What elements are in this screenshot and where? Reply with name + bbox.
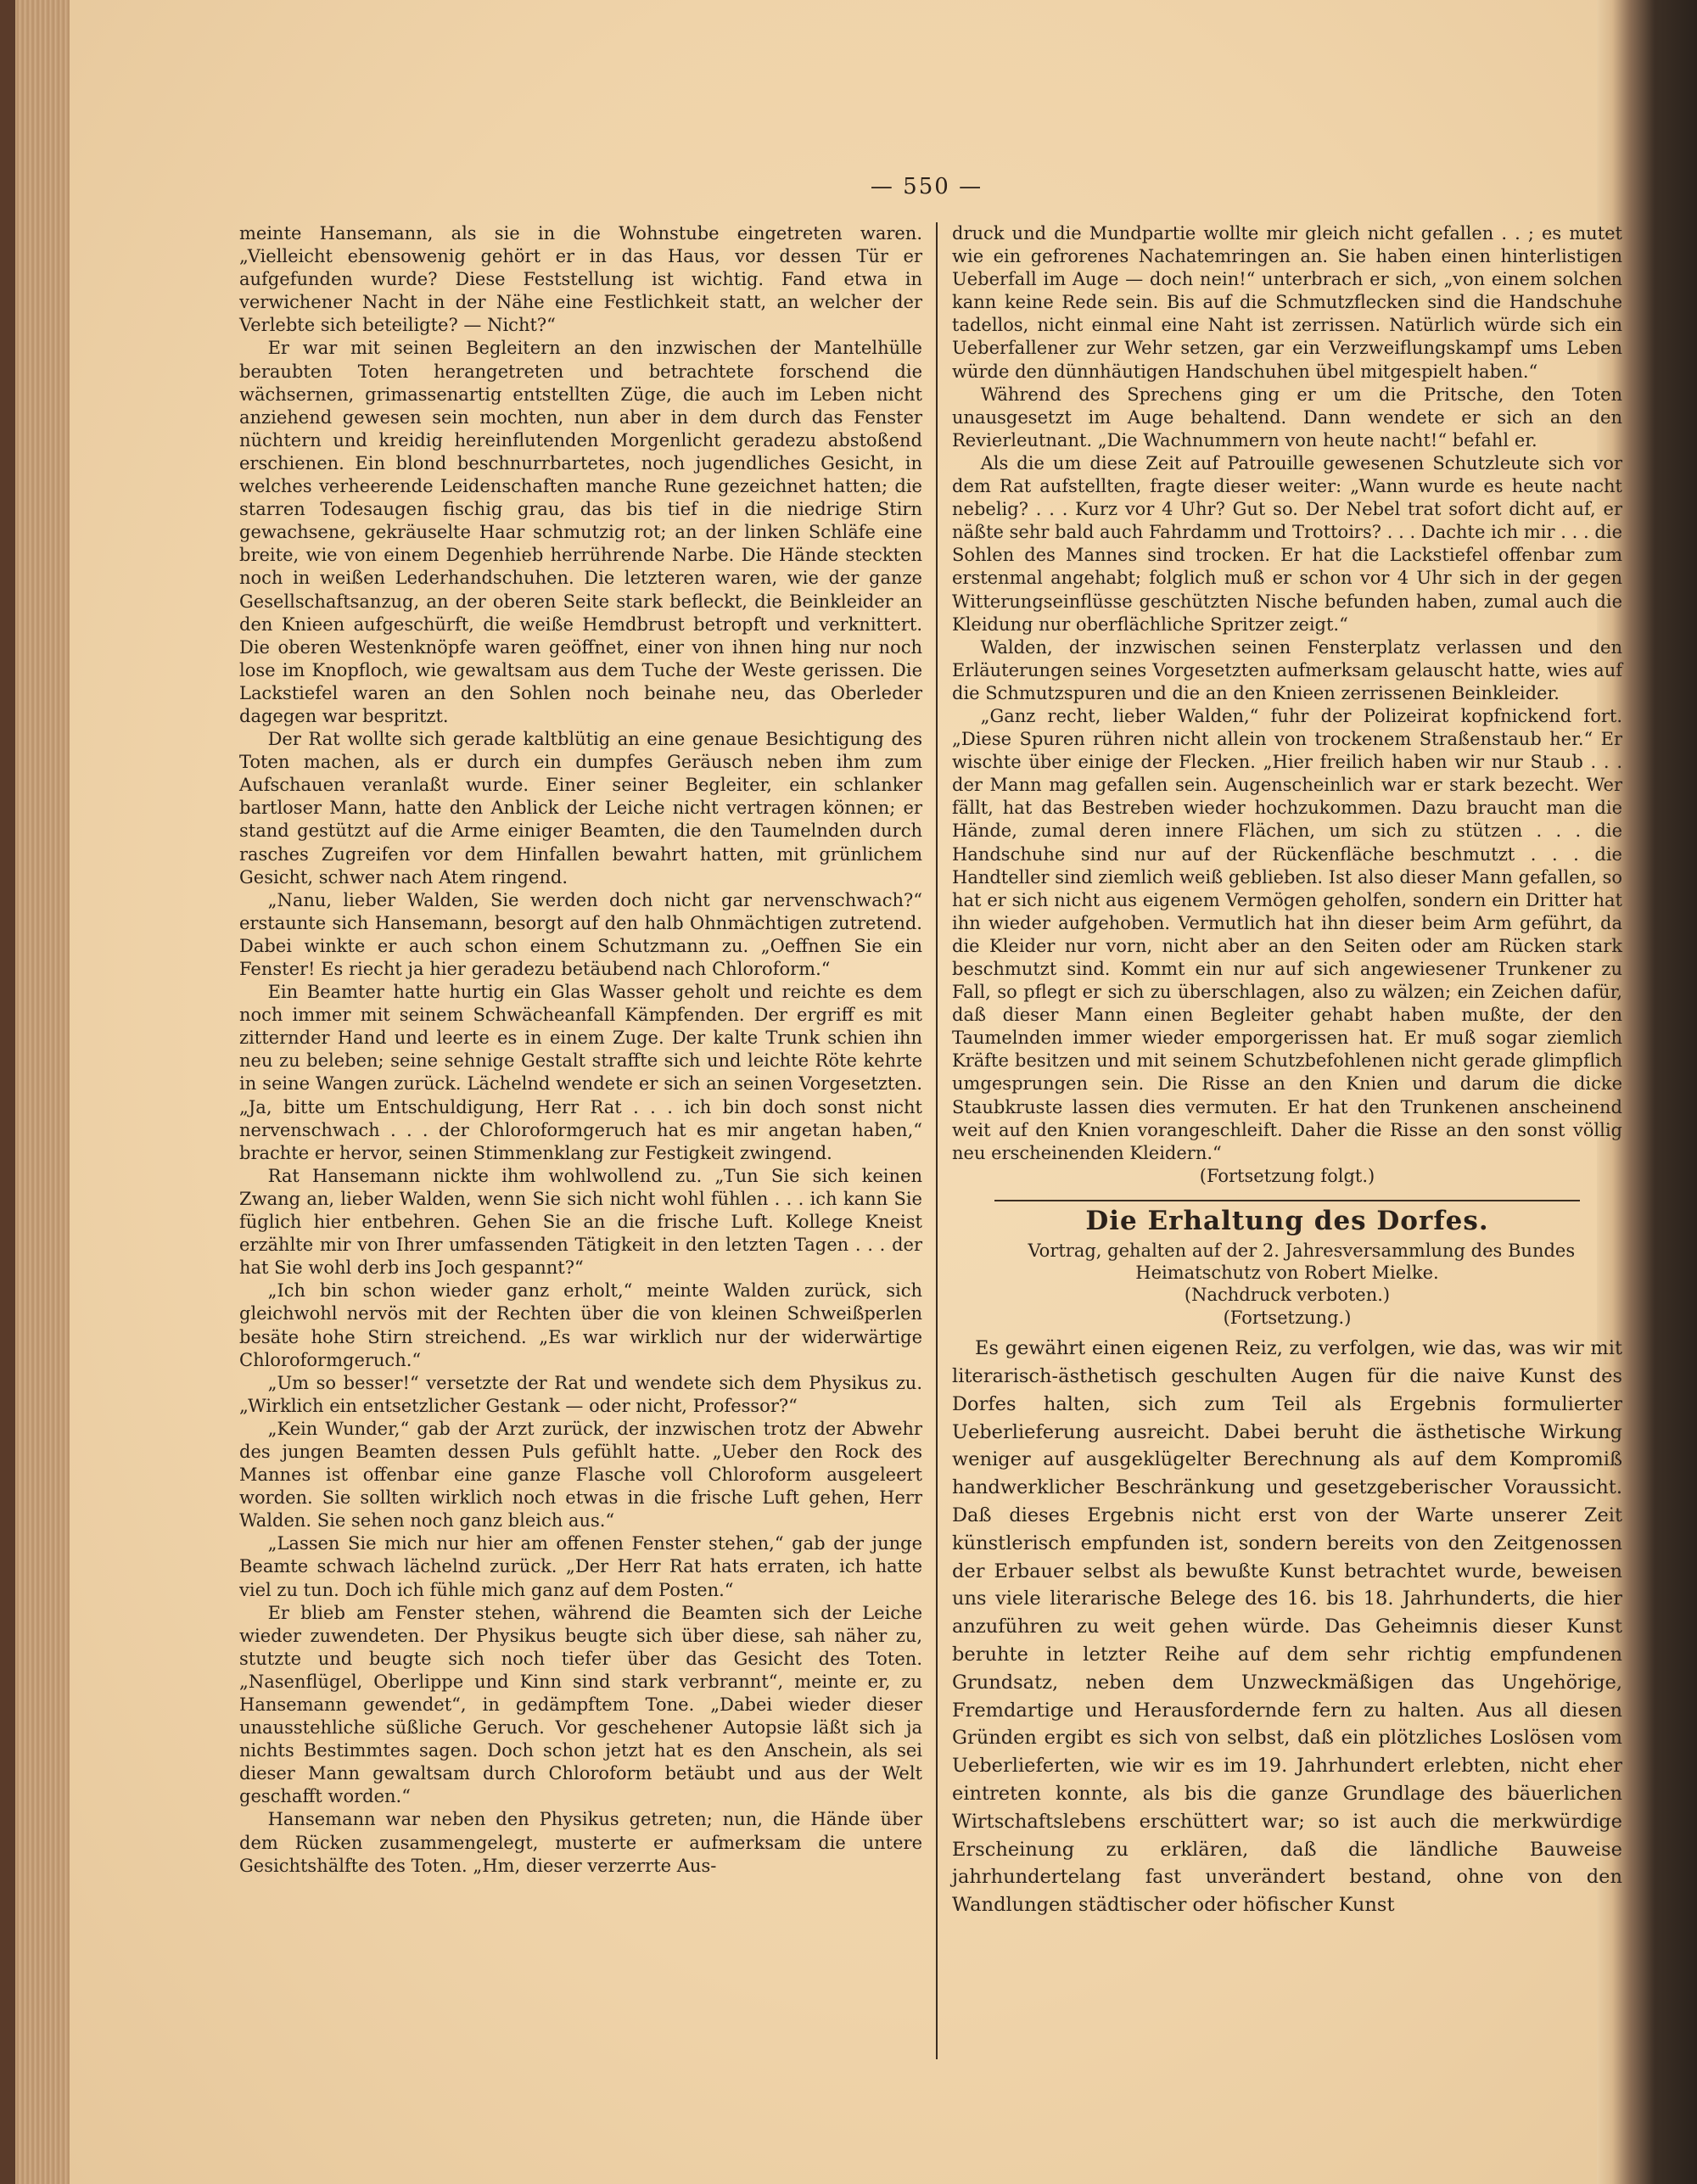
column-divider [936,222,938,2059]
scanned-page [70,0,1622,2184]
article-continuation-note: (Fortsetzung.) [1223,1308,1352,1329]
left-paragraph: „Kein Wunder,“ gab der Arzt zurück, der inzwischen trotz der Abwehr des jungen Beamten dessen Puls gefühlt hatte. „Ueber den Rock des Mannes ist offenbar eine ganze Flasche voll Chloroform ausgeleert worden. Sie sollten wirklich noch etwas in die frische Luft gehen, Herr Walden. Sie sehen noch ganz bleich aus.“ [239,1418,922,1532]
left-paragraph: „Lassen Sie mich nur hier am offenen Fenster stehen,“ gab der junge Beamte schwach lächelnd zurück. „Der Herr Rat hats erraten, ich hatte viel zu tun. Doch ich fühle mich ganz auf dem Posten.“ [239,1533,922,1600]
right-paragraph: Als die um diese Zeit auf Patrouille gewesenen Schutzleute sich vor dem Rat aufstellten, fragte dieser weiter: „Wann wurde es heute nacht nebelig? . . . Kurz vor 4 Uhr? Gut so. Der Nebel trat sofort dicht auf, er näßte sehr bald auch Fahrdamm und Trottoirs? . . . Dachte ich mir . . . die Sohlen des Mannes sind trocken. Er hat die Lackstiefel offenbar zum erstenmal angehabt; folglich muß er schon vor 4 Uhr sich in der gegen Witterungseinflüsse geschützten Nische befunden haben, zumal auch die Kleidung nur oberflächliche Spritzer zeigt.“ [952,452,1622,635]
right-paragraph: Walden, der inzwischen seinen Fensterplatz verlassen und den Erläuterungen seines Vorgesetzten aufmerksam gelauscht hatte, wies auf die Schmutzspuren und die an den Knieen zerrissenen Beinkleider. [952,636,1622,703]
left-paragraph: Hansemann war neben den Physikus getreten; nun, die Hände über dem Rücken zusammengelegt, musterte er aufmerksam die untere Gesichtshälfte des Toten. „Hm, dieser verzerrte Aus- [239,1809,922,1876]
continued-note: (Fortsetzung folgt.) [1199,1165,1375,1186]
right-column [952,222,1622,1919]
article-byline: Vortrag, gehalten auf der 2. Jahresversammlung des Bundes Heimatschutz von Robert Mielke. [1028,1240,1576,1284]
left-paragraph: Ein Beamter hatte hurtig ein Glas Wasser geholt und reichte es dem noch immer mit seinem Schwächeanfall Kämpfenden. Der ergriff es mit zitternder Hand und leerte es in einem Zuge. Der kalte Trunk schien ihn neu zu beleben; seine sehnige Gestalt straffte sich und leichte Röte kehrte in seine Wangen zurück. Lächelnd wendete er sich an seinen Vorgesetzten. „Ja, bitte um Entschuldigung, Herr Rat . . . ich bin doch sonst nicht nervenschwach . . . der Chloroformgeruch hat es mir angetan haben,“ brachte er hervor, seinen Stimmenklang zur Festigkeit zwingend. [239,982,922,1163]
left-paragraph: meinte Hansemann, als sie in die Wohnstube eingetreten waren. „Vielleicht ebensowenig gehört er in das Haus, vor dessen Tür er aufgefunden wurde? Diese Feststellung ist wichtig. Fand etwa in verwichener Nacht in der Nähe eine Festlichkeit statt, an welcher der Verlebte sich beteiligte? — Nicht?“ [239,223,922,336]
left-paragraph: „Nanu, lieber Walden, Sie werden doch nicht gar nervenschwach?“ erstaunte sich Hansemann, besorgt auf den halb Ohnmächtigen zutretend. Dabei winkte er auch schon einem Schutzmann zu. „Oeffnen Sie ein Fenster! Es riecht ja hier geradezu betäubend nach Chloroform.“ [239,889,922,979]
reprint-note: (Nachdruck verboten.) [1184,1285,1391,1306]
article-title: Die Erhaltung des Dorfes. [1085,1205,1489,1236]
page-number: — 550 — [870,174,983,199]
article-paragraph: Es gewährt einen eigenen Reiz, zu verfolgen, wie das, was wir mit literarisch-ästhetisch geschulten Augen für die naive Kunst des Dorfes halten, sich zum Teil als Ergebnis formulierter Ueberlieferung ausreicht. Dabei beruht die ästhetische Wirkung weniger auf ausgeklügelter Berechnung als auf dem Kompromiß handwerklicher Beschränkung und gesetzgeberischer Voraussicht. Daß dieses Ergebnis nicht erst von der Warte unserer Zeit künstlerisch empfunden ist, sondern bereits von den Zeitgenossen der Erbauer selbst als bewußte Kunst betrachtet wurde, beweisen uns viele literarische Belege des 16. bis 18. Jahrhunderts, die hier anzuführen zu weit gehen würde. Das Geheimnis dieser Kunst beruhte in letzter Reihe auf dem sehr richtig empfundenen Grundsatz, neben dem Unzweckmäßigen das Ungehörige, Fremdartige und Herausfordernde fern zu halten. Aus all diesen Gründen ergibt es sich von selbst, daß ein plötzliches Loslösen vom Ueberlieferten, wie wir es im 19. Jahrhundert erlebten, nicht eher eintreten konnte, als bis die ganze Grundlage des bäuerlichen Wirtschaftslebens erschüttert war; so ist auch die merkwürdige Erscheinung zu erklären, daß die ländliche Bauweise jahrhundertelang fast unverändert bestand, ohne von den Wandlungen städtischer oder höfischer Kunst [952,1337,1622,1917]
left-paragraph: Er blieb am Fenster stehen, während die Beamten sich der Leiche wieder zuwendeten. Der Physikus beugte sich über diese, sah näher zu, stutzte und beugte sich noch tiefer über das Gesicht des Toten. „Nasenflügel, Oberlippe und Kinn sind stark verbrannt“, meinte er, zu Hansemann gewendet“, in gedämpftem Tone. „Dabei wieder dieser unausstehliche süßliche Geruch. Vor geschehener Autopsie läßt sich ja nichts Bestimmtes sagen. Doch schon jetzt hat es den Anschein, als sei dieser Mann gewaltsam durch Chloroform betäubt und aus der Welt geschafft worden.“ [239,1602,922,1807]
left-paragraph: Er war mit seinen Begleitern an den inzwischen der Mantelhülle beraubten Toten herangetreten und betrachtete forschend die wächsernen, grimassenartig entstellten Züge, die auch im Leben nicht anziehend gewesen sein mochten, nun aber in dem durch das Fenster nüchtern und kreidig hereinflutenden Morgenlicht geradezu abstoßend erschienen. Ein blond beschnurrbartetes, noch jugendliches Gesicht, in welches verheerende Leidenschaften manche Rune gezeichnet hatten; die starren Todesaugen fischig grau, das bis tief in die niedrige Stirn gewachsene, gekräuselte Haar schmutzig rot; an der linken Schläfe eine breite, wie von einem Degenhieb herrührende Narbe. Die Hände steckten noch in weißen Lederhandschuhen. Die letzteren waren, wie der ganze Gesellschaftsanzug, an der oberen Seite stark befleckt, die Beinkleider an den Knieen aufgeschürft, die weiße Hemdbrust betropft und verknittert. Die oberen Westenknöpfe waren geöffnet, einer von ihnen hing nur noch lose im Knopfloch, wie gewaltsam aus dem Tuche der Weste gerissen. Die Lackstiefel waren an den Sohlen noch beinahe neu, das Oberleder dagegen war bespritzt. [239,338,922,726]
right-paragraph: druck und die Mundpartie wollte mir gleich nicht gefallen . . ; es mutet wie ein gefrorenes Nachatemringen an. Sie haben einen hinterlistigen Ueberfall im Auge — doch nein!“ unterbrach er sich, „von einem solchen kann keine Rede sein. Bis auf die Schmutzflecken sind die Handschuhe tadellos, nicht einmal eine Naht ist zerrissen. Natürlich würde sich ein Ueberfallener zur Wehr setzen, gar ein Verzweiflungskampf ums Leben würde den dünnhäutigen Handschuhen übel mitgespielt haben.“ [952,223,1622,382]
left-paragraph: „Um so besser!“ versetzte der Rat und wendete sich dem Physikus zu. „Wirklich ein entsetzlicher Gestank — oder nicht, Professor?“ [239,1372,922,1416]
right-paragraph: „Ganz recht, lieber Walden,“ fuhr der Polizeirat kopfnickend fort. „Diese Spuren rühren nicht allein von trockenem Straßenstaub her.“ Er wischte über einige der Flecken. „Hier freilich haben wir nur Staub . . . der Mann mag gefallen sein. Augenscheinlich war er stark bezecht. Wer fällt, hat das Bestreben wieder hochzukommen. Dazu braucht man die Hände, zumal deren innere Flächen, um sich zu stützen . . . die Handschuhe sind nur auf der Rückenfläche beschmutzt . . . die Handteller sind ziemlich weiß geblieben. Ist also dieser Mann gefallen, so hat er sich nicht aus eigenem Vermögen geholfen, sondern ein Dritter hat ihn wieder aufgehoben. Vermutlich hat ihn dieser beim Arm geführt, da die Kleider nur vorn, nicht aber an den Seiten oder am Rücken stark beschmutzt sind. Kommt ein nur auf sich angewiesener Trunkener zu Fall, so pflegt er sich zu überschlagen, also zu wälzen; ein Zeichen dafür, daß dieser Mann einen Begleiter gehabt haben mußte, der den Taumelnden immer wieder emporgerissen hat. Er muß sogar ziemlich Kräfte besitzen und mit seinem Schutzbefohlenen nicht gerade glimpflich umgesprungen sein. Die Risse an den Knien und darum die dicke Staubkruste lassen dies vermuten. Er hat den Trunkenen anscheinend weit auf den Knien vorangeschleift. Daher die Risse an den sonst völlig neu erscheinenden Kleidern.“ [952,705,1622,1163]
section-separator [994,1200,1580,1201]
left-paragraph: Der Rat wollte sich gerade kaltblütig an eine genaue Besichtigung des Toten machen, als er durch ein dumpfes Geräusch neben ihm zum Aufschauen veranlaßt wurde. Einer seiner Begleiter, ein schlanker bartloser Mann, hatte den Anblick der Leiche nicht vertragen können; er stand gestützt auf die Arme einiger Beamten, die den Taumelnden durch rasches Zugreifen vor dem Hinfallen bewahrt hatten, mit grünlichem Gesicht, schwer nach Atem ringend. [239,729,922,888]
left-paragraph: Rat Hansemann nickte ihm wohlwollend zu. „Tun Sie sich keinen Zwang an, lieber Walden, wenn Sie sich nicht wohl fühlen . . . ich kann Sie füglich hier entbehren. Gehen Sie an die frische Luft. Kollege Kneist erzählte mir von Ihrer umfassenden Tätigkeit in den letzten Tagen . . . der hat Sie wohl derb ins Joch gespannt?“ [239,1165,922,1279]
left-paragraph: „Ich bin schon wieder ganz erholt,“ meinte Walden zurück, sich gleichwohl nervös mit der Rechten über die von kleinen Schweißperlen besäte hohe Stirn streichend. „Es war wirklich nur der widerwärtige Chloroformgeruch.“ [239,1280,922,1370]
left-column [239,222,922,1878]
article-body [952,1335,1622,1919]
book-page-edges [0,0,70,2184]
right-paragraph: Während des Sprechens ging er um die Pritsche, den Toten unausgesetzt im Auge behaltend. Dann wendete er sich an den Revierleutnant. „Die Wachnummern von heute nacht!“ befahl er. [952,384,1622,451]
